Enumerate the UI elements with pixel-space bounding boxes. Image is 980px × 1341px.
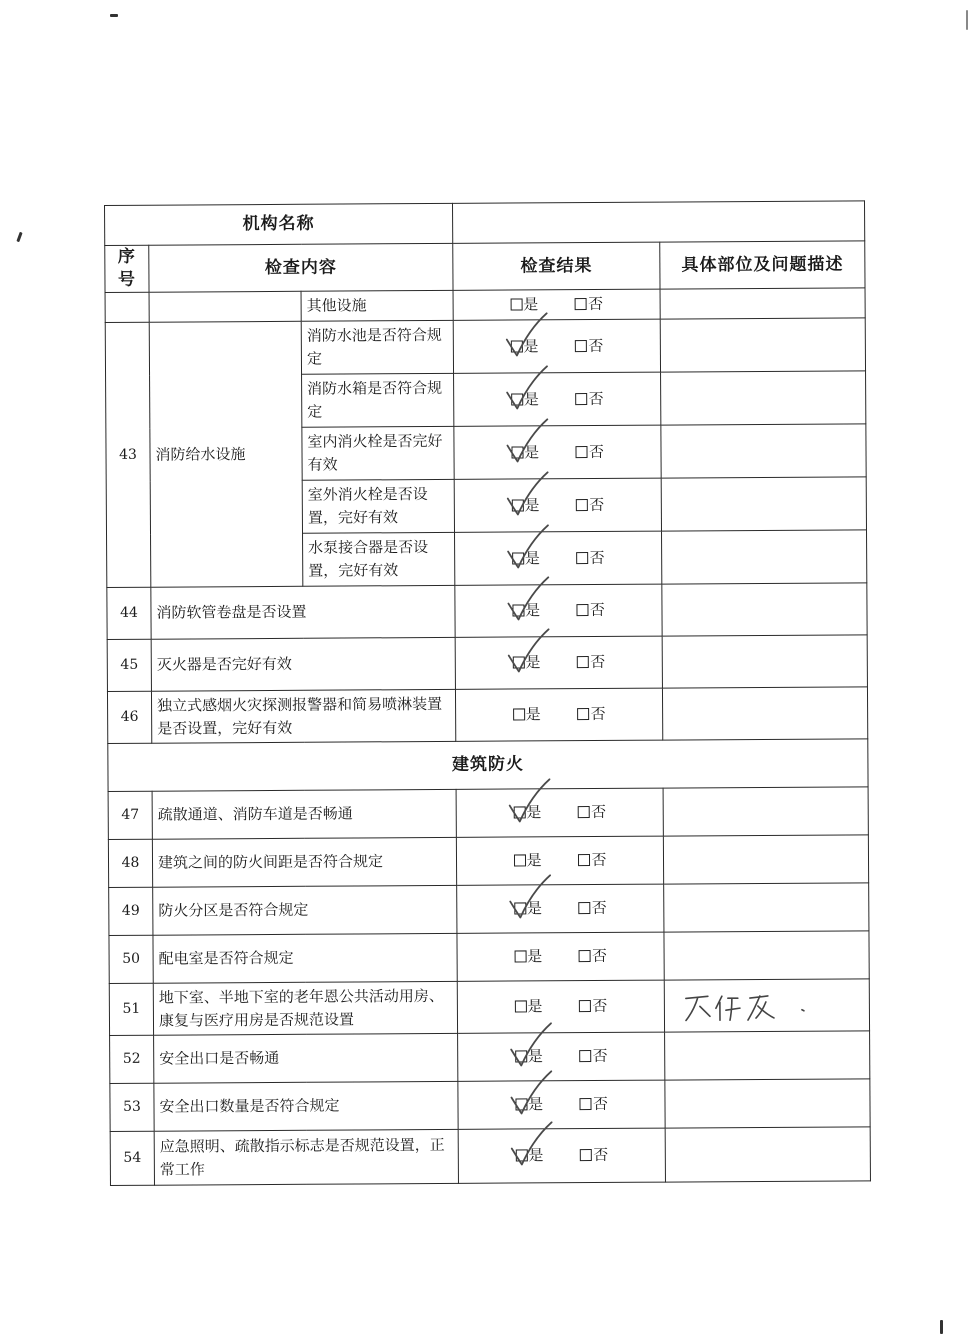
checkbox-icon — [580, 1098, 592, 1110]
checkbox-icon — [511, 446, 523, 458]
result-cell — [453, 289, 660, 320]
yes-checkbox[interactable]: 是 — [515, 1045, 543, 1068]
scan-speck — [110, 14, 118, 17]
checkbox-icon — [510, 298, 522, 310]
desc-cell[interactable] — [662, 687, 867, 740]
check-item: 建筑之间的防火间距是否符合规定 — [152, 837, 456, 887]
table-row — [108, 787, 868, 840]
row-number: 50 — [109, 935, 153, 983]
checkbox-icon — [579, 950, 591, 962]
checkbox-icon — [512, 604, 524, 616]
desc-cell[interactable] — [663, 787, 868, 836]
no-checkbox[interactable]: 否 — [580, 1093, 608, 1116]
yes-checkbox[interactable]: 是 — [514, 849, 542, 872]
result-cell — [455, 584, 662, 637]
content-header: 检查内容 — [149, 243, 453, 292]
header-row — [105, 241, 865, 293]
result-header: 检查结果 — [453, 242, 660, 290]
org-name-label: 机构名称 — [105, 203, 453, 245]
inspection-table — [104, 200, 871, 1186]
result-cell — [455, 531, 662, 585]
no-checkbox[interactable]: 否 — [577, 703, 605, 726]
checkbox-icon — [580, 1050, 592, 1062]
checkbox-icon — [576, 446, 588, 458]
checkbox-icon — [511, 499, 523, 511]
org-row — [105, 201, 865, 246]
desc-cell[interactable] — [665, 1079, 870, 1128]
desc-cell[interactable] — [660, 288, 865, 319]
checkbox-icon — [513, 806, 525, 818]
yes-checkbox[interactable]: 是 — [514, 897, 542, 920]
no-checkbox[interactable]: 否 — [577, 546, 605, 569]
result-cell — [458, 1128, 665, 1183]
row-number: 53 — [110, 1083, 154, 1131]
handwritten-note-not-applicable — [680, 989, 820, 1024]
desc-cell[interactable] — [661, 424, 866, 478]
desc-cell[interactable] — [664, 931, 869, 980]
yes-checkbox[interactable]: 是 — [512, 547, 540, 570]
checkbox-icon — [576, 499, 588, 511]
result-cell — [457, 980, 664, 1033]
table-row — [105, 318, 865, 376]
scan-speck — [16, 232, 22, 242]
yes-checkbox[interactable]: 是 — [514, 995, 542, 1018]
check-item: 消防水池是否符合规定 — [301, 320, 453, 374]
yes-checkbox[interactable]: 是 — [515, 1144, 543, 1167]
table-row — [110, 1079, 870, 1132]
inspection-form — [104, 200, 870, 1177]
desc-cell[interactable] — [661, 371, 866, 425]
no-checkbox[interactable]: 否 — [575, 293, 603, 316]
checkbox-icon — [514, 950, 526, 962]
checkbox-icon — [577, 604, 589, 616]
checkbox-icon — [575, 298, 587, 310]
checkbox-icon — [580, 1149, 592, 1161]
checkbox-icon — [511, 393, 523, 405]
check-item: 其他设施 — [301, 290, 453, 321]
checkbox-icon — [576, 393, 588, 405]
result-cell — [456, 836, 663, 885]
checkbox-icon — [578, 708, 590, 720]
check-item: 室外消火栓是否设置，完好有效 — [302, 479, 454, 533]
checkbox-icon — [579, 902, 591, 914]
desc-cell[interactable] — [662, 530, 867, 584]
check-item: 安全出口数量是否符合规定 — [154, 1081, 458, 1131]
yes-checkbox[interactable]: 是 — [515, 1093, 543, 1116]
result-cell — [456, 788, 663, 837]
check-item: 疏散通道、消防车道是否畅通 — [152, 789, 456, 839]
desc-cell[interactable] — [663, 835, 868, 884]
checkbox-icon — [577, 656, 589, 668]
desc-cell[interactable] — [660, 318, 865, 372]
row-number: 54 — [110, 1131, 154, 1185]
checkbox-icon — [514, 902, 526, 914]
result-cell — [458, 1032, 665, 1081]
result-cell — [455, 688, 662, 741]
seq-header: 序号 — [105, 245, 149, 292]
table-row — [110, 1127, 870, 1186]
no-checkbox[interactable]: 否 — [576, 387, 604, 410]
scan-speck — [966, 10, 968, 30]
result-cell — [457, 932, 664, 981]
yes-checkbox[interactable]: 是 — [511, 441, 539, 464]
yes-checkbox[interactable]: 是 — [514, 945, 542, 968]
checkbox-icon — [515, 1149, 527, 1161]
no-checkbox[interactable]: 否 — [579, 995, 607, 1018]
no-checkbox[interactable]: 否 — [578, 849, 606, 872]
row-number: 47 — [108, 791, 152, 839]
check-item: 地下室、半地下室的老年恩公共活动用房、康复与医疗用房是否规范设置 — [153, 981, 457, 1035]
no-checkbox[interactable]: 否 — [579, 945, 607, 968]
row-number: 51 — [109, 983, 153, 1035]
yes-checkbox[interactable]: 是 — [512, 599, 540, 622]
result-cell — [458, 1080, 665, 1129]
table-row — [105, 288, 865, 323]
check-item: 室内消火栓是否完好有效 — [302, 426, 454, 480]
check-item: 配电室是否符合规定 — [153, 933, 457, 983]
checkbox-icon — [579, 1000, 591, 1012]
result-cell — [454, 425, 661, 479]
table-row — [110, 1031, 870, 1084]
desc-cell[interactable] — [662, 583, 867, 636]
desc-cell[interactable] — [665, 1127, 870, 1182]
result-cell — [453, 319, 660, 373]
checkbox-icon — [512, 656, 524, 668]
table-row — [109, 979, 869, 1036]
row-number: 52 — [110, 1035, 154, 1083]
checkbox-icon — [578, 854, 590, 866]
desc-cell[interactable] — [662, 635, 867, 688]
section-row — [108, 739, 868, 792]
yes-checkbox[interactable]: 是 — [511, 388, 539, 411]
result-cell — [457, 884, 664, 933]
desc-header: 具体部位及问题描述 — [660, 241, 865, 289]
check-item: 灭火器是否完好有效 — [151, 637, 455, 691]
desc-cell[interactable] — [664, 883, 869, 932]
no-checkbox[interactable]: 否 — [575, 334, 603, 357]
check-item: 水泵接合器是否设置，完好有效 — [303, 532, 455, 586]
no-checkbox[interactable]: 否 — [580, 1144, 608, 1167]
checkbox-icon — [514, 854, 526, 866]
table-row — [109, 883, 869, 936]
row-number: 49 — [109, 887, 153, 935]
table-row — [107, 583, 867, 640]
check-item: 应急照明、疏散指示标志是否规范设置，正常工作 — [154, 1129, 458, 1185]
result-cell — [455, 636, 662, 689]
row-number: 45 — [107, 639, 151, 691]
check-item: 防火分区是否符合规定 — [153, 885, 457, 935]
scan-speck — [940, 1320, 943, 1334]
checkbox-icon — [513, 708, 525, 720]
result-cell — [454, 478, 661, 532]
row-number: 43 — [105, 322, 151, 587]
table-row — [108, 835, 868, 888]
no-checkbox[interactable]: 否 — [577, 651, 605, 674]
checkbox-icon — [515, 1050, 527, 1062]
no-checkbox[interactable]: 否 — [576, 440, 604, 463]
checkbox-icon — [514, 1000, 526, 1012]
checkbox-icon — [575, 340, 587, 352]
no-checkbox[interactable]: 否 — [578, 801, 606, 824]
yes-checkbox[interactable]: 是 — [513, 703, 541, 726]
table-row — [107, 687, 867, 744]
desc-cell[interactable] — [664, 979, 869, 1032]
no-checkbox[interactable]: 否 — [579, 897, 607, 920]
checkbox-icon — [515, 1098, 527, 1110]
check-category: 消防给水设施 — [149, 321, 303, 587]
yes-checkbox[interactable]: 是 — [510, 335, 538, 358]
result-cell — [454, 372, 661, 426]
desc-cell[interactable] — [661, 477, 866, 531]
handwritten-note — [670, 985, 864, 1026]
table-row — [107, 635, 867, 692]
table-row — [109, 931, 869, 984]
check-item: 独立式感烟火灾探测报警器和简易喷淋装置是否设置，完好有效 — [151, 689, 455, 743]
no-checkbox[interactable]: 否 — [580, 1045, 608, 1068]
checkbox-icon — [510, 340, 522, 352]
checkbox-icon — [512, 552, 524, 564]
no-checkbox[interactable]: 否 — [577, 599, 605, 622]
no-checkbox[interactable]: 否 — [576, 493, 604, 516]
row-number: 44 — [107, 587, 151, 639]
row-number: 48 — [108, 839, 152, 887]
section-title-building-fire: 建筑防火 — [108, 739, 868, 792]
yes-checkbox[interactable]: 是 — [512, 651, 540, 674]
row-number: 46 — [107, 691, 151, 743]
checkbox-icon — [577, 552, 589, 564]
check-item: 消防水箱是否符合规定 — [302, 373, 454, 427]
desc-cell[interactable] — [665, 1031, 870, 1080]
org-name-value[interactable] — [453, 201, 865, 244]
checkbox-icon — [578, 806, 590, 818]
yes-checkbox[interactable]: 是 — [513, 801, 541, 824]
check-item: 消防软管卷盘是否设置 — [151, 585, 455, 639]
yes-checkbox[interactable]: 是 — [510, 293, 538, 316]
yes-checkbox[interactable]: 是 — [511, 494, 539, 517]
check-item: 安全出口是否畅通 — [154, 1033, 458, 1083]
